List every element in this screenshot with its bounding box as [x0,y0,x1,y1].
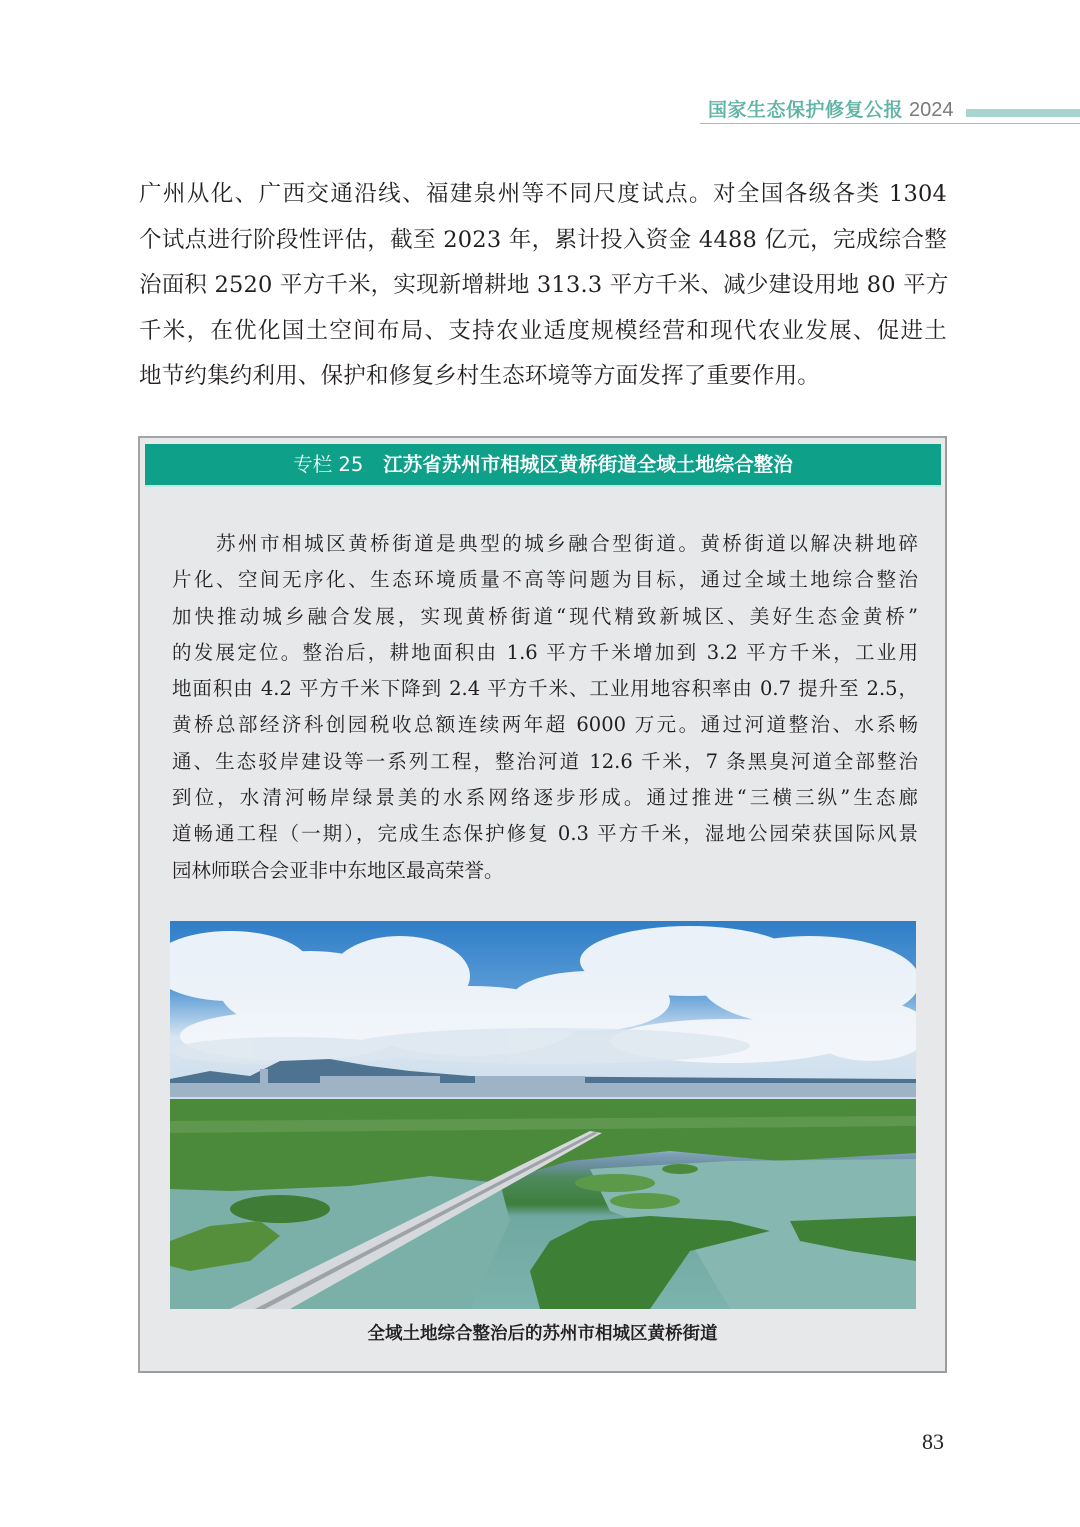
header-rule [700,123,1080,124]
sidebar-box-title: 江苏省苏州市相城区黄桥街道全域土地综合整治 [383,453,793,476]
header-accent-bar [966,109,1080,117]
publication-title [708,96,954,124]
box-line: 加快推动城乡融合发展，实现黄桥街道“现代精致新城区、美好生态金黄桥” [172,604,918,628]
body-line: 个试点进行阶段性评估，截至 2023 年，累计投入资金 4488 亿元，完成综合整 [139,226,947,253]
box-line: 地面积由 4.2 平方千米下降到 2.4 平方千米、工业用地容积率由 0.7 提升至 2.5， [172,677,918,701]
body-line: 地节约集约利用、保护和修复乡村生态环境等方面发挥了重要作用。 [139,363,821,389]
photo-caption: 全域土地综合整治后的苏州市相城区黄桥街道 [367,1324,718,1344]
page-number: 83 [922,1429,944,1454]
body-line: 千米，在优化国土空间布局、支持农业适度规模经营和现代农业发展、促进土 [139,317,947,344]
publication-title-text: 国家生态保护修复公报 [708,99,904,121]
photo-illustration [170,921,916,1309]
box-line: 片化、空间无序化、生态环境质量不高等问题为目标，通过全域土地综合整治 [172,568,918,592]
box-line: 道畅通工程（一期），完成生态保护修复 0.3 平方千米，湿地公园荣获国际风景 [172,822,918,846]
box-line: 黄桥总部经济科创园税收总额连续两年超 6000 万元。通过河道整治、水系畅 [172,713,918,737]
sidebar-box [138,436,947,1373]
box-line: 园林师联合会亚非中东地区最高荣誉。 [172,858,504,882]
body-line: 广州从化、广西交通沿线、福建泉州等不同尺度试点。对全国各级各类 1304 [139,181,947,207]
box-line: 苏州市相城区黄桥街道是典型的城乡融合型街道。黄桥街道以解决耕地碎 [216,532,918,555]
body-line: 治面积 2520 平方千米，实现新增耕地 313.3 平方千米、减少建设用地 80 平方 [139,272,949,298]
box-line: 到位，水清河畅岸绿景美的水系网络逐步形成。通过推进“三横三纵”生态廊 [172,786,918,810]
publication-year: 2024 [909,99,954,121]
box-line: 的发展定位。整治后，耕地面积由 1.6 平方千米增加到 3.2 平方千米，工业用 [172,640,918,664]
sidebar-box-header [145,444,941,487]
box-line: 通、生态驳岸建设等一系列工程，整治河道 12.6 千米，7 条黑臭河道全部整治 [172,749,918,773]
running-header [0,96,1080,128]
body-paragraph [139,172,947,400]
sidebar-box-body [172,526,918,889]
sidebar-box-label: 专栏 25 [293,453,364,476]
aerial-wetland-photo [170,921,916,1309]
